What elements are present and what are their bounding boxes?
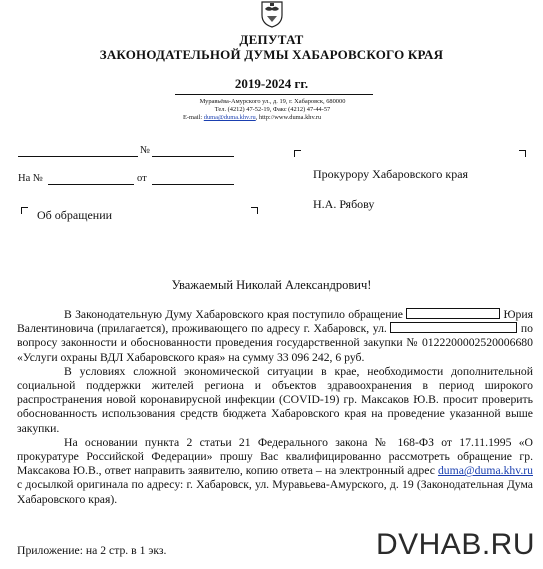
paragraph-1-part-c: по вопросу законности и обоснованности проведения государственной закупки № 0122200002520006680 «Услуги охраны ВДЛ Хабаровского края» на сумму 33 096 242, 6 руб. [17,322,533,364]
header-email-link[interactable]: duma@duma.khv.ru [203,114,256,121]
number-sign: № [140,145,151,156]
recipient-line1: Прокурору Хабаровского края [313,167,469,181]
attachment-note: Приложение: на 2 стр. в 1 экз. [17,544,167,557]
subject-corner-mark-left [21,207,28,214]
coat-of-arms-emblem [257,0,287,28]
from-label: от [137,173,147,184]
recipient-line2: Н.А. Рябову [313,197,375,211]
incoming-number-line [48,184,134,185]
header-contacts [183,114,368,122]
paragraph-1 [17,308,533,365]
subject-corner-mark-right [251,207,258,214]
outgoing-date-line [18,156,138,157]
subject-line: Об обращении [37,208,113,222]
redacted-surname [406,308,500,319]
website-url: http://www.duma.khv.ru [258,114,322,121]
paragraph-1-part-a: В Законодательную Думу Хабаровского края поступило обращение [64,308,403,321]
term-years: 2019-2024 гг. [234,76,309,91]
body-email-link[interactable]: duma@duma.khv.ru [437,464,533,478]
site-watermark: DVHAB.RU [375,528,535,561]
greeting: Уважаемый Николай Александрович! [171,278,372,292]
outgoing-number-line [152,156,234,157]
paragraph-3-part-a: На основании пункта 2 статьи 21 Федерального закона № 168-ФЗ от 17.11.1995 «О прокуратуре Российской Федерации» прошу Вас квалифицированно рассмотреть обращение гр. Максакова Ю.В., ответ направить заявителю, копию ответа – на электронный адрес [17,435,533,478]
duma-title: ЗАКОНОДАТЕЛЬНОЙ ДУМЫ ХАБАРОВСКОГО КРАЯ [99,47,444,62]
header-phones: Тел. (4212) 47-52-19, Факс (4212) 47-44-57 [214,106,331,113]
paragraph-2: В условиях сложной экономической ситуации в крае, необходимости дополнительной социальной поддержки жителей региона и объектов здравоохранения в период широкого распространения новой коронавирусной инфекции (COVID-19) гр. Максаков Ю.В. просит проверить обоснованность использования средств бюджета Хабаровского края на проведение указанной выше закупки. [17,364,533,435]
paragraph-3-part-b: с досылкой оригинала по адресу: г. Хабаровск, ул. Муравьева-Амурского, д. 19 (Законодательная Дума Хабаровского края). [17,478,533,506]
paragraph-1-part-b: Юрия Валентиновича (прилагается), проживающего по адресу г. Хабаровск, ул. [17,308,533,336]
redacted-street [390,322,517,333]
incoming-date-line [152,184,234,185]
header-divider [175,94,373,95]
letter-body [17,308,533,507]
paragraph-3 [17,436,533,507]
contacts-separator: , [255,114,258,121]
deputy-title: ДЕПУТАТ [239,32,304,47]
on-number-label: На № [18,173,43,184]
email-label: E-mail: [183,114,203,121]
header-address: Муравьёва-Амурского ул., д. 19, г. Хабаровск, 680000 [199,98,346,105]
recipient-corner-mark-left [294,150,301,157]
recipient-corner-mark-right [519,150,526,157]
